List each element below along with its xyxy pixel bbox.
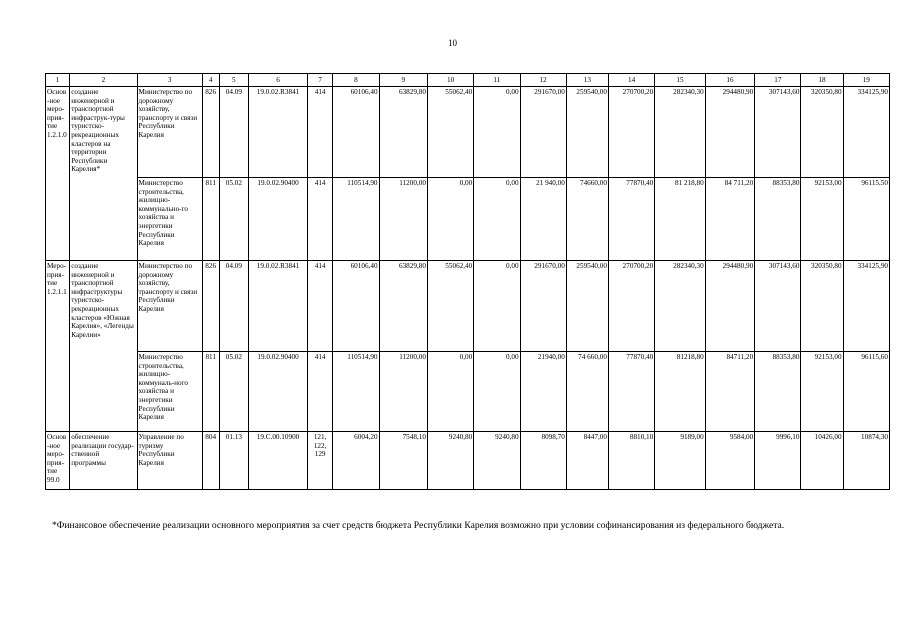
value-cell-year-4: 9240,80 xyxy=(474,432,520,490)
value-cell-year-12: 334125,90 xyxy=(843,261,889,352)
value-cell-year-12: 10874,30 xyxy=(843,432,889,490)
value-cell-year-5: 291670,00 xyxy=(520,261,566,352)
value-cell-year-3: 55062,40 xyxy=(427,261,473,352)
value-cell-year-9: 9584,00 xyxy=(705,432,754,490)
value-cell-year-7: 77870,40 xyxy=(608,352,654,432)
value-cell-year-2: 7548,10 xyxy=(379,432,427,490)
page-number: 10 xyxy=(448,38,457,48)
value-cell-year-8: 81 218,80 xyxy=(655,178,706,261)
value-cell-year-1: 6004,20 xyxy=(333,432,379,490)
value-cell-year-9: 84711,20 xyxy=(705,352,754,432)
value-cell-year-7: 270700,20 xyxy=(608,87,654,178)
column-number-15: 15 xyxy=(655,74,706,87)
measure-status-cell: Меро-прия-тие 1.2.1.1 xyxy=(46,261,70,432)
value-cell-year-7: 77870,40 xyxy=(608,178,654,261)
value-cell-year-8: 81218,80 xyxy=(655,352,706,432)
value-cell-year-9: 294480,90 xyxy=(705,261,754,352)
value-cell-year-10: 307143,60 xyxy=(755,261,801,352)
value-cell-year-2: 63829,80 xyxy=(379,87,427,178)
executor-cell: Министерство по дорожному хозяйству, транспорту и связи Республики Карелия xyxy=(137,87,202,178)
grbs-cell: 811 xyxy=(202,178,219,261)
column-number-6: 6 xyxy=(249,74,308,87)
value-cell-year-1: 110514,90 xyxy=(333,352,379,432)
value-cell-year-5: 21 940,00 xyxy=(520,178,566,261)
value-cell-year-11: 10426,00 xyxy=(801,432,843,490)
value-cell-year-8: 282340,30 xyxy=(655,87,706,178)
value-cell-year-12: 96115,60 xyxy=(843,352,889,432)
value-cell-year-5: 291670,00 xyxy=(520,87,566,178)
csr-cell: 19.0.02.90400 xyxy=(249,352,308,432)
grbs-cell: 826 xyxy=(202,261,219,352)
column-number-10: 10 xyxy=(427,74,473,87)
value-cell-year-1: 60106,40 xyxy=(333,87,379,178)
column-number-12: 12 xyxy=(520,74,566,87)
value-cell-year-4: 0,00 xyxy=(474,352,520,432)
value-cell-year-6: 8447,00 xyxy=(566,432,608,490)
measure-status-cell: Основ-ное меро-прия-тие 99.0 xyxy=(46,432,70,490)
value-cell-year-4: 0,00 xyxy=(474,261,520,352)
vr-cell: 414 xyxy=(307,261,332,352)
csr-cell: 19.0.02.R3841 xyxy=(249,87,308,178)
value-cell-year-10: 307143,60 xyxy=(755,87,801,178)
value-cell-year-2: 11200,00 xyxy=(379,178,427,261)
value-cell-year-10: 88353,80 xyxy=(755,178,801,261)
column-number-18: 18 xyxy=(801,74,843,87)
column-number-3: 3 xyxy=(137,74,202,87)
value-cell-year-4: 0,00 xyxy=(474,178,520,261)
table-row xyxy=(46,87,890,178)
grbs-cell: 826 xyxy=(202,87,219,178)
value-cell-year-11: 320350,80 xyxy=(801,261,843,352)
value-cell-year-6: 259540,00 xyxy=(566,261,608,352)
column-number-2: 2 xyxy=(70,74,137,87)
footnote: *Финансовое обеспечение реализации основного мероприятия за счет средств бюджета Республики Карелия возможно при условии софинансирования из федерального бюджета. xyxy=(52,520,785,531)
column-number-8: 8 xyxy=(333,74,379,87)
table-row xyxy=(46,432,890,490)
value-cell-year-7: 270700,20 xyxy=(608,261,654,352)
value-cell-year-12: 96115,50 xyxy=(843,178,889,261)
table-row xyxy=(46,352,890,432)
value-cell-year-2: 11200,00 xyxy=(379,352,427,432)
value-cell-year-11: 92153,00 xyxy=(801,178,843,261)
vr-cell: 414 xyxy=(307,178,332,261)
value-cell-year-7: 8810,10 xyxy=(608,432,654,490)
grbs-cell: 811 xyxy=(202,352,219,432)
vr-cell: 414 xyxy=(307,87,332,178)
value-cell-year-3: 55062,40 xyxy=(427,87,473,178)
executor-cell: Министерство строительства, жилищно-коммунально-го хозяйства и энергетики Республики Карелия xyxy=(137,178,202,261)
value-cell-year-9: 84 711,20 xyxy=(705,178,754,261)
executor-cell: Министерство по дорожному хозяйству, транспорту и связи Республики Карелия xyxy=(137,261,202,352)
column-number-7: 7 xyxy=(307,74,332,87)
column-number-11: 11 xyxy=(474,74,520,87)
csr-cell: 19.0.02.R3841 xyxy=(249,261,308,352)
value-cell-year-12: 334125,90 xyxy=(843,87,889,178)
measure-name-cell: обеспечение реализации государ-ственной программы xyxy=(70,432,137,490)
value-cell-year-5: 8098,70 xyxy=(520,432,566,490)
measure-status-cell: Основ-ное меро-прия-тие 1.2.1.0 xyxy=(46,87,70,261)
rzpr-cell: 04.09 xyxy=(219,87,248,178)
grbs-cell: 804 xyxy=(202,432,219,490)
financing-table xyxy=(45,73,890,490)
value-cell-year-9: 294480,90 xyxy=(705,87,754,178)
column-number-17: 17 xyxy=(755,74,801,87)
column-number-1: 1 xyxy=(46,74,70,87)
value-cell-year-3: 0,00 xyxy=(427,178,473,261)
executor-cell: Министерство строительства, жилищно-коммуналь-ного хозяйства и энергетики Республики Карелия xyxy=(137,352,202,432)
rzpr-cell: 01.13 xyxy=(219,432,248,490)
value-cell-year-3: 9240,80 xyxy=(427,432,473,490)
value-cell-year-3: 0,00 xyxy=(427,352,473,432)
table-header-row xyxy=(46,74,890,87)
value-cell-year-1: 110514,90 xyxy=(333,178,379,261)
column-number-13: 13 xyxy=(566,74,608,87)
value-cell-year-4: 0,00 xyxy=(474,87,520,178)
table-row xyxy=(46,178,890,261)
value-cell-year-11: 92153,00 xyxy=(801,352,843,432)
value-cell-year-6: 74660,00 xyxy=(566,178,608,261)
executor-cell: Управление по туризму Республики Карелия xyxy=(137,432,202,490)
value-cell-year-11: 320350,80 xyxy=(801,87,843,178)
value-cell-year-8: 9189,00 xyxy=(655,432,706,490)
value-cell-year-8: 282340,30 xyxy=(655,261,706,352)
value-cell-year-5: 21940,00 xyxy=(520,352,566,432)
value-cell-year-6: 259540,00 xyxy=(566,87,608,178)
value-cell-year-10: 9996,10 xyxy=(755,432,801,490)
column-number-4: 4 xyxy=(202,74,219,87)
rzpr-cell: 04.09 xyxy=(219,261,248,352)
rzpr-cell: 05.02 xyxy=(219,352,248,432)
value-cell-year-10: 88353,80 xyxy=(755,352,801,432)
measure-name-cell: создание инженерной и транспортной инфраструктуры туристско-рекреационных кластеров «Южная Карелия», «Легенды Карелии» xyxy=(70,261,137,432)
column-number-14: 14 xyxy=(608,74,654,87)
column-number-9: 9 xyxy=(379,74,427,87)
csr-cell: 19.0.02.90400 xyxy=(249,178,308,261)
vr-cell: 121, 122, 129 xyxy=(307,432,332,490)
column-number-16: 16 xyxy=(705,74,754,87)
value-cell-year-1: 60106,40 xyxy=(333,261,379,352)
value-cell-year-6: 74 660,00 xyxy=(566,352,608,432)
rzpr-cell: 05.02 xyxy=(219,178,248,261)
vr-cell: 414 xyxy=(307,352,332,432)
column-number-19: 19 xyxy=(843,74,889,87)
table-row xyxy=(46,261,890,352)
measure-name-cell: создание инженерной и транспортной инфраструк-туры туристско-рекреационных кластеров на территории Республики Карелия* xyxy=(70,87,137,261)
csr-cell: 19.С.00.10900 xyxy=(249,432,308,490)
value-cell-year-2: 63829,80 xyxy=(379,261,427,352)
column-number-5: 5 xyxy=(219,74,248,87)
